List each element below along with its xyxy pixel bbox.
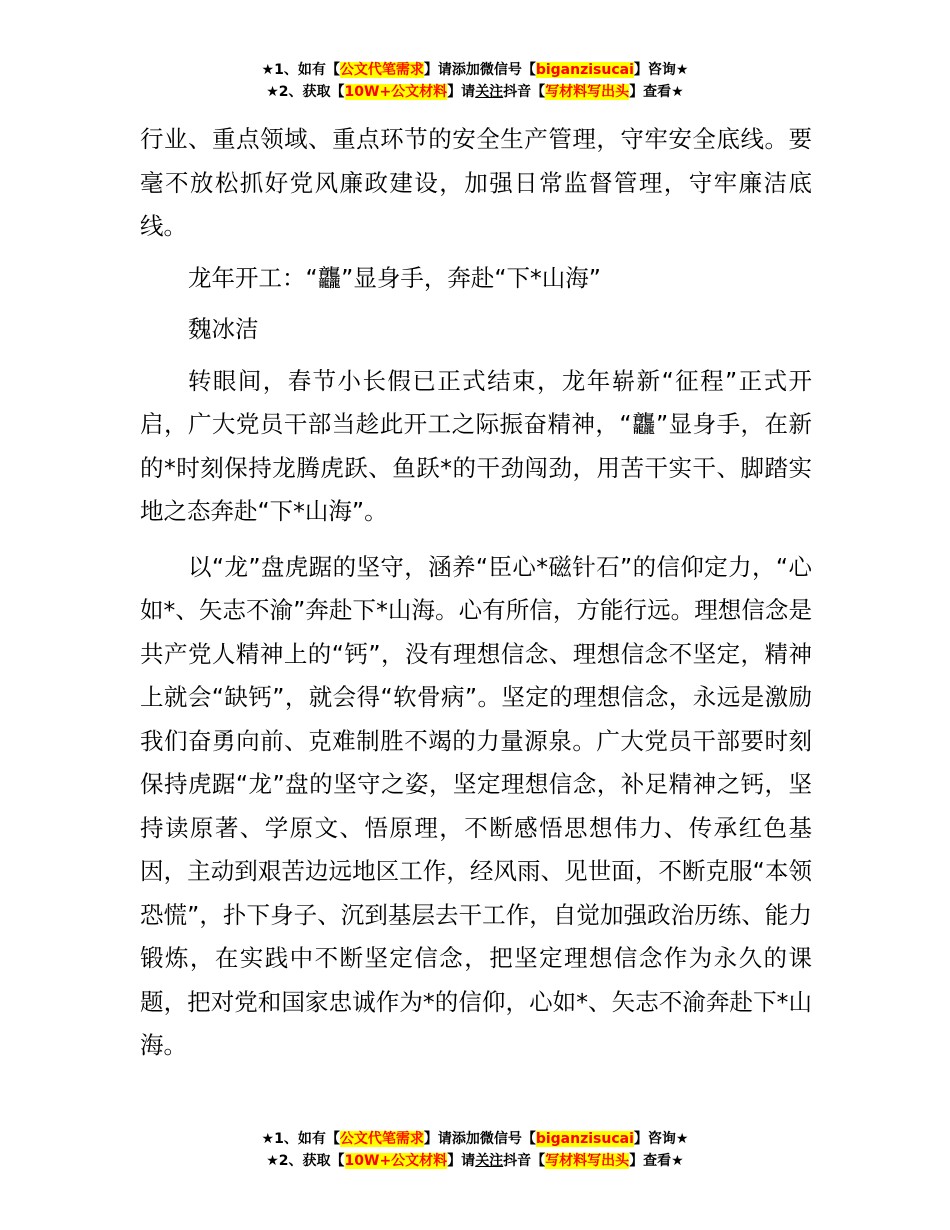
paragraph-intro: 转眼间，春节小长假已正式结束，龙年崭新“征程”正式开启，广大党员干部当趁此开工之际振奋精神，“龘”显身手，在新的*时刻保持龙腾虎跃、鱼跃*的干劲闯劲，用苦干实干、脚踏实地之态奔赴“下*山海”。 xyxy=(140,366,812,525)
banner-line-1: ★1、如有【公文代笔需求】请添加微信号【biganzisucai】咨询★ xyxy=(261,62,689,78)
article-author: 魏冰洁 xyxy=(188,315,259,343)
highlight-materials: 10W+公文材料 xyxy=(344,1153,448,1169)
emphasis-add: 添加 xyxy=(451,62,480,78)
paragraph-continued: 行业、重点领域、重点环节的安全生产管理，守牢安全底线。要毫不放松抓好党风廉政建设，加强日常监督管理，守牢廉洁底线。 xyxy=(140,125,812,240)
highlight-douyin-account: 写材料写出头 xyxy=(545,84,630,100)
highlight-wechat-id: biganzisucai xyxy=(535,62,634,78)
document-body xyxy=(140,118,812,1068)
footer-banner xyxy=(0,1128,950,1172)
highlight-wechat-id: biganzisucai xyxy=(535,1131,634,1147)
banner-line-1: ★1、如有【公文代笔需求】请添加微信号【biganzisucai】咨询★ xyxy=(261,1131,689,1147)
emphasis-follow: 关注 xyxy=(475,84,504,100)
emphasis-follow: 关注 xyxy=(475,1153,504,1169)
highlight-materials: 10W+公文材料 xyxy=(344,84,448,100)
banner-line-2: ★2、获取【10W+公文材料】请关注抖音【写材料写出头】查看★ xyxy=(266,1153,684,1169)
highlight-douyin-account: 写材料写出头 xyxy=(545,1153,630,1169)
banner-line-2: ★2、获取【10W+公文材料】请关注抖音【写材料写出头】查看★ xyxy=(266,84,684,100)
paragraph-main: 以“龙”盘虎踞的坚守，涵养“臣心*磁针石”的信仰定力，“心如*、矢志不渝”奔赴下*山海。心有所信，方能行远。理想信念是共产党人精神上的“钙”，没有理想信念、理想信念不坚定，精神上就会“缺钙”，就会得“软骨病”。坚定的理想信念，永远是激励我们奋勇向前、克难制胜不竭的力量源泉。广大党员干部要时刻保持虎踞“龙”盘的坚守之姿，坚定理想信念，补足精神之钙，坚持读原著、学原文、悟原理，不断感悟思想伟力、传承红色基因，主动到艰苦边远地区工作，经风雨、见世面，不断克服“本领恐慌”，扑下身子、沉到基层去干工作，自觉加强政治历练、能力锻炼，在实践中不断坚定信念，把坚定理想信念作为永久的课题，把对党和国家忠诚作为*的信仰，心如*、矢志不渝奔赴下*山海。 xyxy=(140,552,812,1059)
highlight-service: 公文代笔需求 xyxy=(339,1131,424,1147)
header-banner xyxy=(0,59,950,103)
highlight-service: 公文代笔需求 xyxy=(339,62,424,78)
emphasis-add: 添加 xyxy=(451,1131,480,1147)
article-title: 龙年开工：“龘”显身手，奔赴“下*山海” xyxy=(188,263,601,292)
